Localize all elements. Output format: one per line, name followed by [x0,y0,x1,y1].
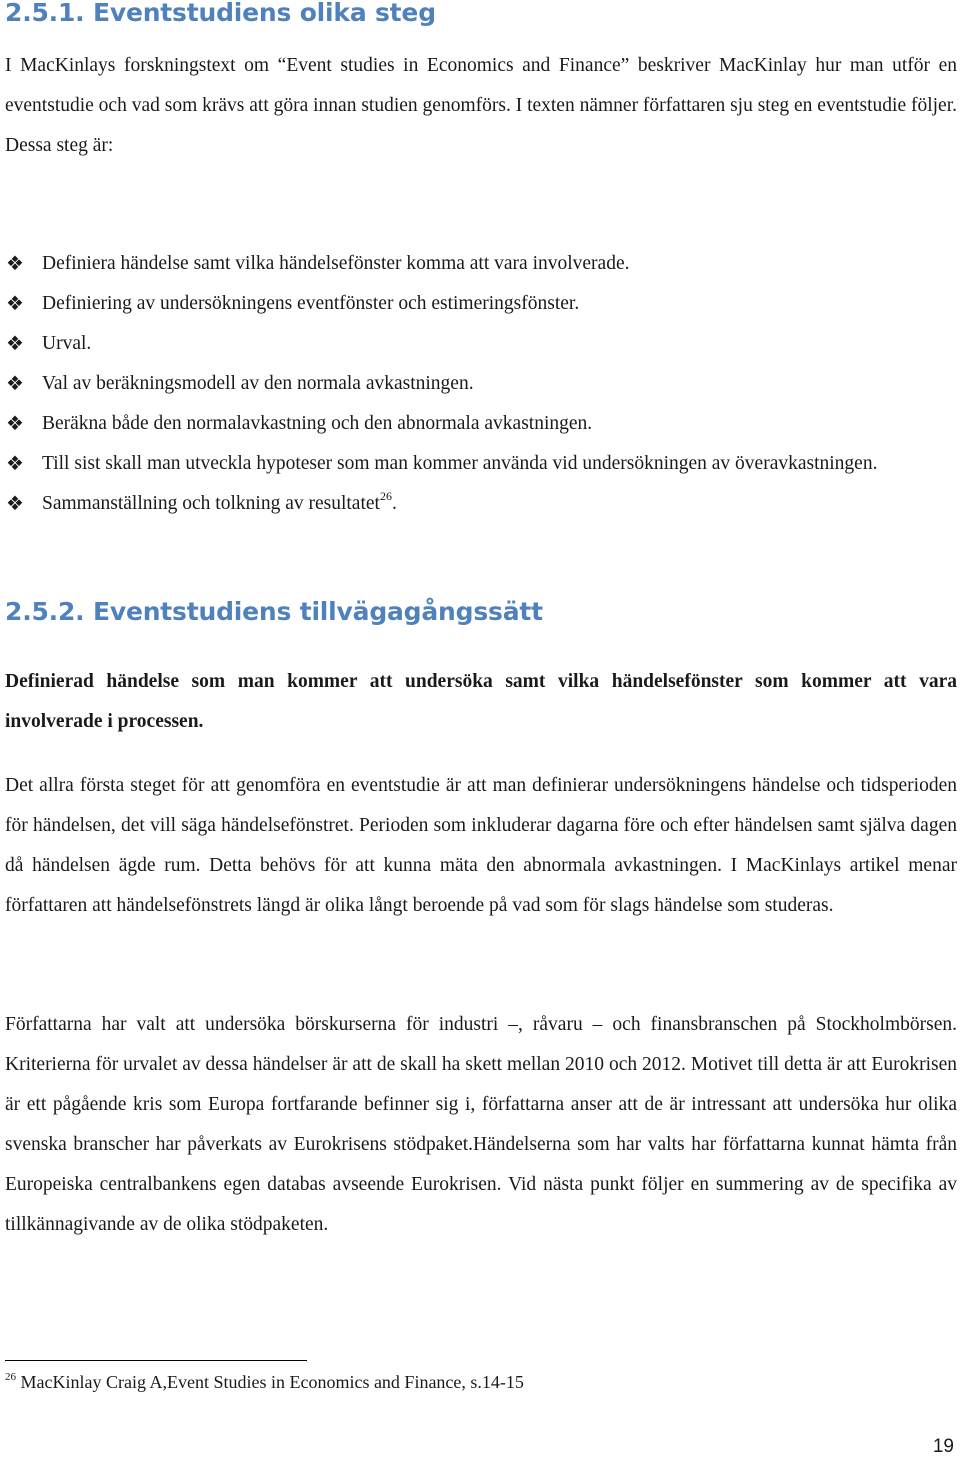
diamond-bullet-icon: ❖ [6,333,24,355]
footnote-reference: 26 [379,489,392,503]
steps-list [5,244,957,524]
body-paragraph-1: Det allra första steget för att genomföra en eventstudie är att man definierar undersökningens händelse och tidsperioden för händelsen, det vill säga händelsefönstret. Perioden som inkluderar dagarna före och efter händelsen samt själva dagen då händelsen ägde rum. Detta behövs för att kunna mäta den abnormala avkastningen. I MacKinlays artikel menar författaren att händelsefönstrets längd är olika långt beroende på vad som för slags händelse som studeras. [5,775,957,916]
list-item: ❖ Till sist skall man utveckla hypoteser som man kommer använda vid undersökningen av överavkastningen. [5,444,957,484]
intro-paragraph: I MacKinlays forskningstext om “Event studies in Economics and Finance” beskriver MacKinlay hur man utför en eventstudie och vad som krävs att göra innan studien genomförs. I texten nämner författaren sju steg en eventstudie följer. Dessa steg är: [5,55,957,156]
page-number: 19 [932,1436,954,1457]
footnote-divider [5,1360,307,1361]
diamond-bullet-icon: ❖ [6,413,24,435]
section-heading-2-5-2: 2.5.2. Eventstudiens tillvägagångssätt [5,597,543,626]
list-item: ❖ Definiera händelse samt vilka händelsefönster komma att vara involverade. [5,244,957,284]
diamond-bullet-icon: ❖ [6,493,24,515]
diamond-bullet-icon: ❖ [6,373,24,395]
diamond-bullet-icon: ❖ [6,453,24,475]
bold-lead-paragraph: Definierad händelse som man kommer att undersöka samt vilka händelsefönster som kommer att vara involverade i processen. [5,671,957,732]
diamond-bullet-icon: ❖ [6,293,24,315]
list-item: ❖ Sammanställning och tolkning av resultatet$^{26}$. [5,484,957,524]
body-paragraph-2: Författarna har valt att undersöka börskurserna för industri –, råvaru – och finansbranschen på Stockholmbörsen. Kriterierna för urvalet av dessa händelser är att de skall ha skett mellan 2010 och 2012. Motivet till detta är att Eurokrisen är ett pågående kris som Europa fortfarande befinner sig i, författarna anser att de är intressant att undersöka hur olika svenska branscher har påverkats av Eurokrisens stödpaket.Händelserna som har valts har författarna kunnat hämta från Europeiska centralbankens egen databas avseende Eurokrisen. Vid nästa punkt följer en summering av de specifika av tillkännagivande av de olika stödpaketen. [5,1014,957,1235]
list-item: ❖ Val av beräkningsmodell av den normala avkastningen. [5,364,957,404]
footnote-text: MacKinlay Craig A,Event Studies in Economics and Finance, s.14-15 [16,1372,524,1392]
list-item: ❖ Definiering av undersökningens eventfönster och estimeringsfönster. [5,284,957,324]
list-item: ❖ Beräkna både den normalavkastning och den abnormala avkastningen. [5,404,957,444]
diamond-bullet-icon: ❖ [6,253,24,275]
footnote [5,1372,524,1393]
section-heading-2-5-1: 2.5.1. Eventstudiens olika steg [5,0,436,27]
footnote-number: 26 [5,1371,16,1383]
list-item: ❖ Urval. [5,324,957,364]
